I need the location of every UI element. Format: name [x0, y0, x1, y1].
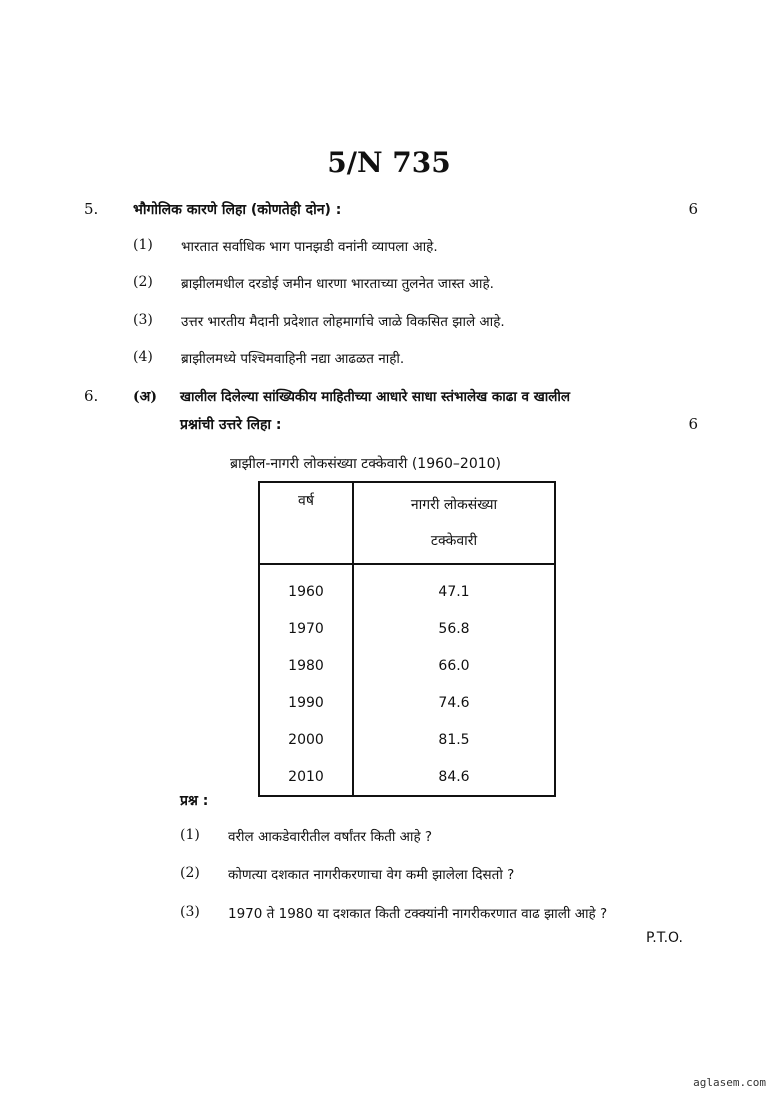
- q5-item-label: (3): [133, 312, 153, 328]
- prashna-label: प्रश्न :: [180, 793, 209, 809]
- q5-item-text: उत्तर भारतीय मैदानी प्रदेशात लोहमार्गाचे जाळे विकसित झाले आहे.: [181, 314, 505, 330]
- q6-question-label: (2): [180, 865, 200, 881]
- table-cell-percent: 47.1: [438, 583, 470, 600]
- table-row: [259, 758, 555, 796]
- q5-item-text: ब्राझीलमधील दरडोई जमीन धारणा भारताच्या तुलनेत जास्त आहे.: [181, 276, 494, 292]
- q6-question-text: वरील आकडेवारीतील वर्षांतर किती आहे ?: [228, 829, 433, 845]
- table-cell-percent: 66.0: [438, 657, 470, 674]
- pto-note: P.T.O.: [646, 930, 683, 946]
- q5-number: 5.: [84, 200, 99, 218]
- q6-marks: 6: [688, 415, 698, 433]
- table-row: [259, 564, 555, 610]
- table-cell-year: 2000: [259, 721, 353, 758]
- q6-question-label: (1): [180, 827, 200, 843]
- table-header-percent: [353, 482, 555, 564]
- table-row: [259, 684, 555, 721]
- table-cell-percent: 84.6: [438, 768, 470, 785]
- table-cell-year: 1990: [259, 684, 353, 721]
- table-caption: ब्राझील-नागरी लोकसंख्या टक्केवारी (1960–2010): [230, 456, 502, 472]
- paper-code: 5/N 735: [327, 146, 451, 179]
- q6-question-text: 1970 ते 1980 या दशकात किती टक्क्यांनी नागरीकरणात वाढ झाली आहे ?: [228, 906, 608, 922]
- q6-question-text: कोणत्या दशकात नागरीकरणाचा वेग कमी झालेला दिसतो ?: [228, 867, 515, 883]
- q6-question-label: (3): [180, 904, 200, 920]
- q6-number: 6.: [84, 387, 99, 405]
- table-cell-year: 1980: [259, 647, 353, 684]
- table-cell-year: 1960: [259, 564, 353, 610]
- table-body: [259, 564, 555, 796]
- table-cell-year: 1970: [259, 610, 353, 647]
- q5-item-label: (4): [133, 349, 153, 365]
- table-cell-percent: 81.5: [438, 731, 470, 748]
- q5-item-label: (2): [133, 274, 153, 290]
- q6-part-label: (अ): [133, 389, 157, 405]
- watermark: aglasem.com: [693, 1076, 766, 1089]
- table-row: [259, 610, 555, 647]
- q6-text-line1: खालील दिलेल्या सांख्यिकीय माहितीच्या आधारे साधा स्तंभालेख काढा व खालील: [180, 389, 571, 405]
- q5-item-text: भारतात सर्वाधिक भाग पानझडी वनांनी व्यापला आहे.: [181, 239, 438, 255]
- q6-text-line2: प्रश्नांची उत्तरे लिहा :: [180, 417, 282, 433]
- table-header-percent-line1: नागरी लोकसंख्या: [410, 497, 498, 513]
- table-row: [259, 647, 555, 684]
- table-cell-percent: 74.6: [438, 694, 470, 711]
- table-cell-year: 2010: [259, 758, 353, 796]
- table-header-year: वर्ष: [259, 482, 353, 564]
- q5-text: भौगोलिक कारणे लिहा (कोणतेही दोन) :: [133, 202, 342, 218]
- q5-marks: 6: [688, 200, 698, 218]
- table-cell-percent: 56.8: [438, 620, 470, 637]
- q5-item-label: (1): [133, 237, 153, 253]
- q5-item-text: ब्राझीलमध्ये पश्चिमवाहिनी नद्या आढळत नाही.: [181, 351, 405, 367]
- data-table: [258, 481, 556, 797]
- table-header-percent-line2: टक्केवारी: [430, 533, 478, 549]
- table-row: [259, 721, 555, 758]
